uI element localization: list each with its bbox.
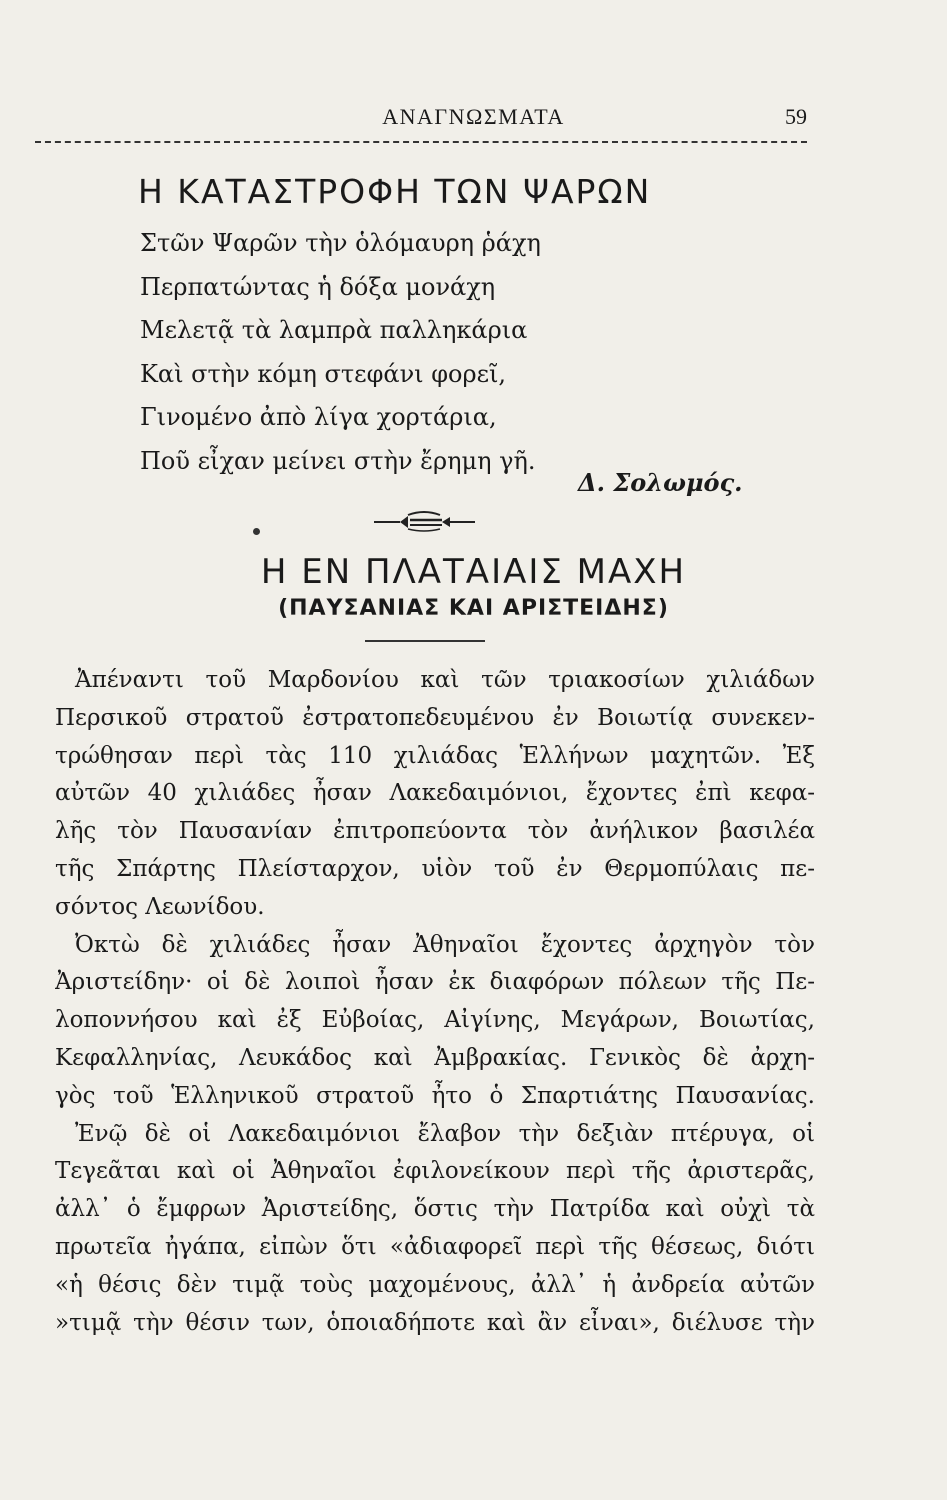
section-title: Η ΕΝ ΠΛΑΤΑΙΑΙΣ ΜΑΧΗ [260,552,687,592]
paragraph-line: αὐτῶν 40 χιλιάδες ἦσαν Λακεδαιμόνιοι, ἔχοντες ἐπὶ κεφα- [55,780,815,807]
decorative-flourish-icon [372,507,477,533]
paragraph-line: »τιμᾷ τὴν θέσιν των, ὁποιαδήποτε καὶ ἂν εἶναι», διέλυσε τὴν [55,1309,815,1336]
running-title: ΑΝΑΓΝΩΣΜΑΤΑ [382,104,565,129]
poem-line: Μελετᾷ τὰ λαμπρὰ παλληκάρια [140,316,528,344]
header-divider [35,141,807,143]
paragraph-line: λῆς τὸν Παυσανίαν ἐπιτροπεύοντα τὸν ἀνήλικον βασιλέα [55,818,815,845]
paragraph-line: Τεγεᾶται καὶ οἱ Ἀθηναῖοι ἐφιλονείκουν περὶ τῆς ἀριστερᾶς, [55,1158,815,1185]
paragraph-line: σόντος Λεωνίδου. [55,893,265,920]
paragraph-line: Κεφαλληνίας, Λευκάδος καὶ Ἀμβρακίας. Γενικὸς δὲ ἀρχη- [55,1044,815,1071]
running-head [0,100,947,136]
paragraph-line: Ἐνῷ δὲ οἱ Λακεδαιμόνιοι ἔλαβον τὴν δεξιὰν πτέρυγα, οἱ [75,1120,815,1147]
paragraph-line: γὸς τοῦ Ἑλληνικοῦ στρατοῦ ἦτο ὁ Σπαρτιάτης Παυσανίας. [55,1082,815,1109]
paragraph-line: τῆς Σπάρτης Πλείσταρχον, υἱὸν τοῦ ἐν Θερμοπύλαις πε- [55,855,815,882]
paragraph-line: Ἀριστείδην· οἱ δὲ λοιποὶ ἦσαν ἐκ διαφόρων πόλεων τῆς Πε- [55,969,815,996]
poem-title: Η ΚΑΤΑΣΤΡΟΦΗ ΤΩΝ ΨΑΡΩΝ [138,172,652,211]
paragraph-line: Περσικοῦ στρατοῦ ἐστρατοπεδευμένου ἐν Βοιωτίᾳ συνεκεν- [55,704,815,731]
page-number: 59 [785,104,807,129]
paragraph-line: τρώθησαν περὶ τὰς 110 χιλιάδας Ἑλλήνων μαχητῶν. Ἐξ [55,742,815,769]
section-subtitle: (ΠΑΥΣΑΝΙΑΣ ΚΑΙ ΑΡΙΣΤΕΙΔΗΣ) [278,596,669,621]
paragraph-line: πρωτεῖα ἠγάπα, εἰπὼν ὅτι «ἀδιαφορεῖ περὶ τῆς θέσεως, διότι [55,1233,815,1260]
paragraph-line: «ἡ θέσις δὲν τιμᾷ τοὺς μαχομένους, ἀλλ᾽ ἡ ἀνδρεία αὐτῶν [55,1271,815,1298]
ink-speck [253,528,260,535]
poem-author: Δ. Σολωμός. [578,468,743,497]
article-body [55,662,815,1342]
poem-line: Ποῦ εἶχαν μείνει στὴν ἔρημη γῆ. [140,446,536,475]
paragraph-line: λοποννήσου καὶ ἐξ Εὐβοίας, Αἰγίνης, Μεγάρων, Βοιωτίας, [55,1007,815,1034]
poem-line: Γινομένο ἀπὸ λίγα χορτάρια, [140,403,497,431]
paragraph-line: Ὀκτὼ δὲ χιλιάδες ἦσαν Ἀθηναῖοι ἔχοντες ἀρχηγὸν τὸν [75,931,815,958]
paragraph-line: ἀλλ᾽ ὁ ἔμφρων Ἀριστείδης, ὅστις τὴν Πατρίδα καὶ οὐχὶ τὰ [55,1196,815,1223]
section-divider [365,640,485,642]
poem-line: Περπατώντας ἡ δόξα μονάχη [140,272,496,301]
poem-line: Καὶ στὴν κόμη στεφάνι φορεῖ, [140,359,507,388]
poem-body [140,222,820,483]
poem-line: Στῶν Ψαρῶν τὴν ὁλόμαυρη ῥάχη [140,229,541,257]
paragraph-line: Ἀπέναντι τοῦ Μαρδονίου καὶ τῶν τριακοσίων χιλιάδων [75,667,815,693]
